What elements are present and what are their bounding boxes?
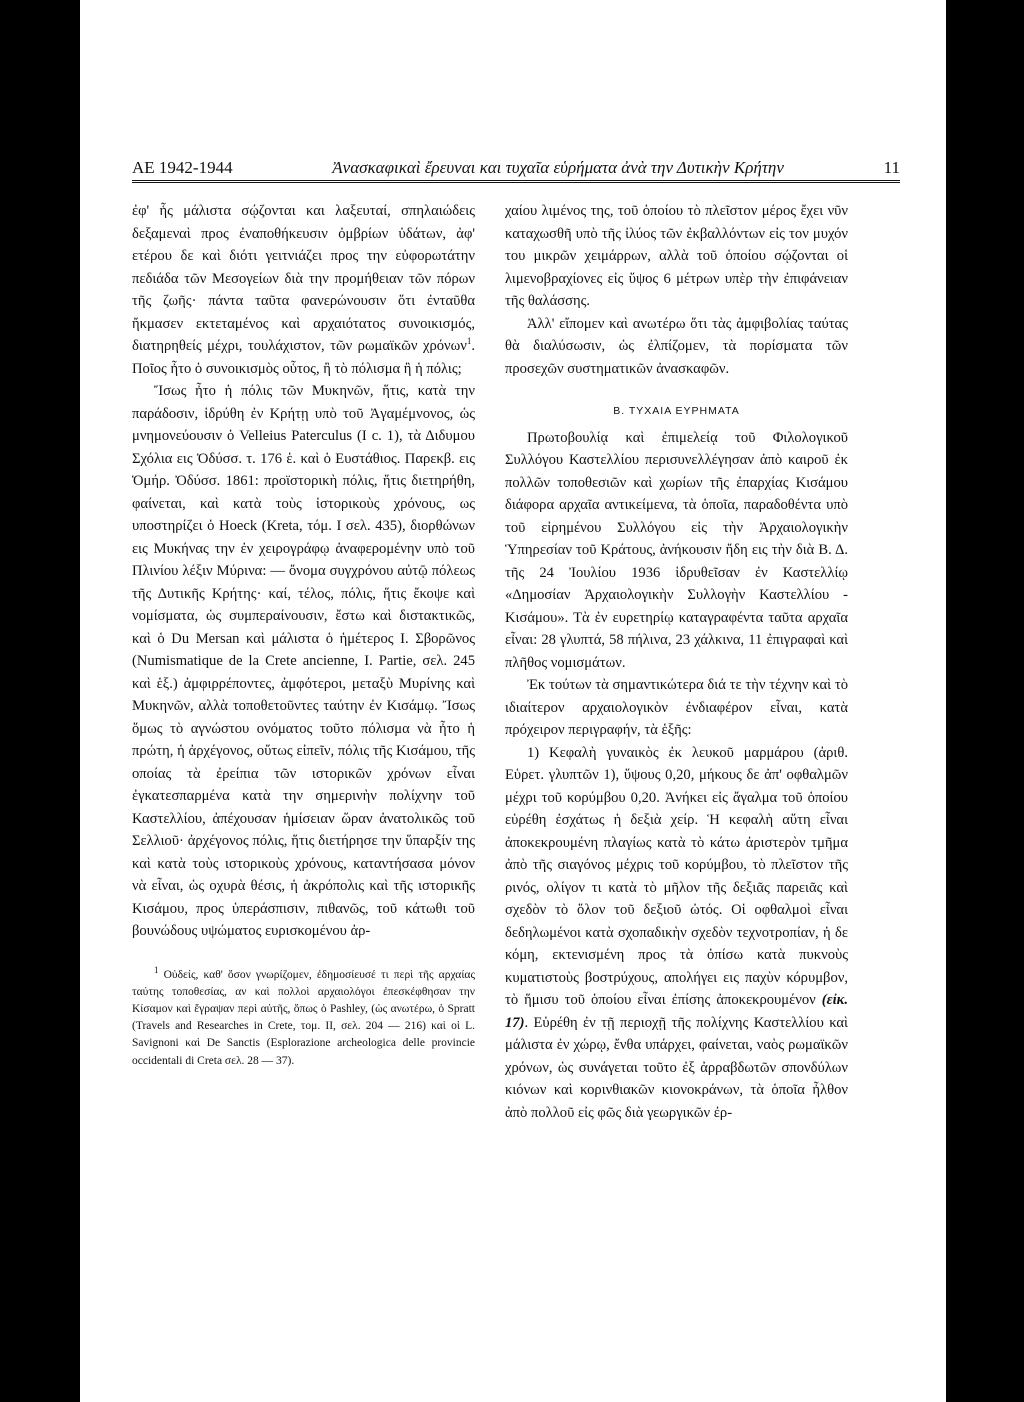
- journal-reference: ΑΕ 1942-1944: [132, 158, 233, 177]
- section-heading: Β. ΤΥΧΑΙΑ ΕΥΡΗΜΑΤΑ: [613, 405, 740, 417]
- running-header: [132, 158, 900, 178]
- paragraph-text: . Ποῖος ἦτο ὁ συνοικισμὸς οὗτος, ἢ τὸ πόλισμα ἢ ἡ πόλις;: [132, 338, 475, 377]
- footnote-reference: 1: [466, 336, 472, 347]
- paragraph: Ἐκ τούτων τὰ σημαντικώτερα διά τε τὴν τέχνην καὶ τὸ ιδιαίτερον αρχαιολογικὸν ἐνδιαφέρον εἶναι, κατὰ πρόχειρον περιγραφήν, τὰ ἑξῆς:: [505, 677, 848, 738]
- figure-reference: (εἰκ. 17): [505, 992, 848, 1031]
- footnote-marker: 1: [154, 964, 159, 975]
- paragraph-text: 1) Κεφαλὴ γυναικὸς ἐκ λευκοῦ μαρμάρου (ἀριθ. Εὑρετ. γλυπτῶν 1), ὕψους 0,20, μήκους δε ἀπ' οφθαλμῶν μέχρι τοῦ κορύμβου 0,20. Ἀνήκει εἰς ἄγαλμα τοῦ ὁποίου εὑρέθη ἐσχάτως ἡ δεξιὰ χείρ. Ἡ κεφαλὴ αὕτη εἶναι ἀποκεκρουμένη πλαγίως κατὰ τὸ κάτω ἀριστερὸν τμῆμα ἀπὸ τῆς σιαγόνος μέχρις τοῦ κορύμβου, τὸ πλεῖστον τῆς ρινός, ολίγον τι κατὰ τὸ μῆλον τῆς δεξιᾶς παρειᾶς καὶ σχεδὸν τὸ ὅλον τοῦ δεξιοῦ ὠτός. Οἱ οφθαλμοὶ εἶναι δεδηλωμένοι κατὰ σχοπαδικὴν σχεδὸν τεχνοτροπίαν, ἡ δε κόμη, εκτενισμένη προς τὰ ὀπίσω κατὰ πυκνοὺς κυματιστοὺς βοστρύχους, απολήγει εις παχὺν κόρυμβον, τὸ ἥμισυ τοῦ ὁποίου εἶναι ἐπίσης ἀποκεκρουμένον: [505, 744, 848, 1008]
- right-column: [505, 200, 848, 1124]
- footnote-text: Οὐδείς, καθ' ὅσον γνωρίζομεν, ἐδημοσίευσέ τι περὶ τῆς αρχαίας ταύτης τοποθεσίας, αν καὶ πολλοὶ αρχαιολόγοι ἐπεσκέφθησαν την Κίσαμον καὶ ἔγραψαν περὶ αὐτῆς, ὅπως ὁ Pashley, (ὡς ανωτέρω, ὁ Spratt (Travels and Researches in Crete, τομ. II, σελ. 204 — 216) καὶ οἱ L. Savignoni καὶ De Sanctis (Esplorazione archeologica delle provincie occidentali di Creta σελ. 28 — 37).: [132, 968, 475, 1067]
- paragraph-continued: [132, 200, 475, 380]
- paragraph: Ἀλλ' εἴπομεν καὶ ανωτέρω ὅτι τὰς ἀμφιβολίας ταύτας θὰ διαλύσωσιν, ὡς ἐλπίζομεν, τὰ πορίσματα τῶν προσεχῶν συστηματικῶν ἀνασκαφῶν.: [505, 315, 848, 377]
- paragraph: Πρωτοβουλίᾳ καὶ ἐπιμελείᾳ τοῦ Φιλολογικοῦ Συλλόγου Καστελλίου περισυνελλέγησαν ἀπὸ καιροῦ ἐκ πολλῶν τοποθεσιῶν καὶ χωρίων τῆς ἐπαρχίας Κισάμου διάφορα αρχαῖα αντικείμενα, τὰ ὁποῖα, παραδοθέντα υπὸ τοῦ εἰρημένου Συλλόγου εἰς τὴν Ἀρχαιολογικὴν Ὑπηρεσίαν τοῦ Κράτους, ἀνήκουσιν ἤδη εις τὴν διὰ Β. Δ. τῆς 24 Ἰουλίου 1936 ἱδρυθεῖσαν ἐν Καστελλίῳ «Δημοσίαν Ἀρχαιολογικὴν Συλλογὴν Καστελλίου - Κισάμου». Τὰ ἐν ευρετηρίῳ καταγραφέντα ταῦτα αρχαῖα εἶναι: 28 γλυπτά, 58 πήλινα, 23 χάλκινα, 11 ἐπιγραφαὶ καὶ πλῆθος νομισμάτων.: [505, 429, 848, 671]
- paragraph-continued: χαίου λιμένος της, τοῦ ὁποίου τὸ πλεῖστον μέρος ἔχει νῦν καταχωσθῆ υπὸ τῆς ἰλύος τῶν ἐκβαλλόντων εἰς τον μυχόν του μικρῶν χειμάρρων, αλλὰ τοῦ ὁποίου σῴζονται οἱ λιμενοβραχίονες εἰς ὕψος 6 μέτρων υπὲρ τὴν ἐπιφάνειαν τῆς θαλάσσης.: [505, 203, 848, 309]
- paragraph-text: ἐφ' ἧς μάλιστα σῴζονται και λαξευταί, σπηλαιώδεις δεξαμεναὶ προς ἐναποθήκευσιν ὀμβρίων ὑδάτων, ἀφ' ετέρου δε καὶ διότι γειτνιάζει προς την εὐφορωτάτην πεδιάδα τῶν Μεσογείων διὰ την προμήθειαν τῶν πόρων τῆς ζωῆς· πάντα ταῦτα φανερώνουσιν ὅτι ἐνταῦθα ἤκμασεν εκτεταμένος καὶ αρχαιότατος συνοικισμός, διατηρηθείς μέχρι, τουλάχιστον, τῶν ρωμαϊκῶν χρόνων: [132, 203, 475, 354]
- document-page: [80, 0, 946, 1402]
- header-rule: [132, 180, 900, 183]
- paragraph-text: . Εὑρέθη ἐν τῇ περιοχῇ τῆς πολίχνης Καστελλίου καὶ μάλιστα ἐν χώρῳ, ἔνθα υπάρχει, φαίνεται, ναὸς ρωμαϊκῶν χρόνων, ὡς συνάγεται τοῦτο ἐξ ἀρραβδωτῶν σπονδύλων κιόνων καὶ κορινθιακῶν κιονοκράνων, τὰ ὁποῖα ἦλθον ἀπὸ πολλοῦ εἰς φῶς διὰ γεωργικῶν ἐρ-: [505, 1014, 848, 1121]
- page-number: 11: [883, 158, 900, 177]
- paragraph: Ἴσως ἦτο ἡ πόλις τῶν Μυκηνῶν, ἥτις, κατὰ την παράδοσιν, ἱδρύθη ἐν Κρήτῃ υπὸ τοῦ Ἀγαμέμνονος, ὡς μνημονεύουσιν ὁ Velleius Paterculus (I c. 1), τὰ Διδυμου Σχόλια εις Ὀδύσσ. τ. 176 ἑ. καὶ ὁ Ευστάθιος. Παρεκβ. εις Ὁμήρ. Ὀδύσσ. 1861: προϊστορικὴ πόλις, ἥτις διετηρήθη, φαίνεται, καὶ κατὰ τοὺς ἱστορικοὺς χρόνους, ως υποστηρίζει ὁ Hoeck (Kreta, τόμ. I σελ. 435), διορθώνων εις Μυκήνας την ἐν χειρογράφῳ ἀναφερομένην υπὸ τοῦ Πλινίου λέξιν Μύρινα: — ὄνομα συγχρόνου αὐτῷ πόλεως τῆς Δυτικῆς Κρήτης· καί, τέλος, πόλις, ἥτις ἔκοψε καὶ νομίσματα, ὡς συμπεραίνουσιν, ἔστω καὶ διστακτικῶς, καὶ ὁ Du Mersan καὶ μάλιστα ὁ ἡμέτερος I. Σβορῶνος (Numismatique de la Crete ancienne, I. Partie, σελ. 245 καὶ ἑξ.) ἀμφιρρέποντες, ἀμφότεροι, μεταξὺ Μυρίνης καὶ Μυκηνῶν, αλλὰ τοποθετοῦντες ταύτην ἐν Κισάμῳ. Ἴσως ὅμως τὸ αγνώστου ονόματος τοῦτο πόλισμα νὰ ἦτο ἡ πρώτη, ἡ ἀρχέγονος, οὕτως εἰπεῖν, πόλις τῆς Κισάμου, τῆς οποίας τὰ ἐρείπια τῶν ιστορικῶν χρόνων εἶναι ἐγκατεσπαρμένα κατὰ την σημερινὴν πολίχνην τοῦ Καστελλίου, ἀπέχουσαν ἡμίσειαν ὥραν ἀνατολικῶς τοῦ Σελλιοῦ· ἀρχέγονος πόλις, ἥτις διετήρησε την ὕπαρξίν της καὶ κατὰ τοὺς ιστορικοὺς χρόνους, καταντήσασα μόνον νὰ εἶναι, ὡς οχυρὰ θέσις, ἡ ἀκρόπολις καὶ τῆς ιστορικῆς Κισάμου, προς ὑπεράσπισιν, πιθανῶς, τοῦ κάτωθι τοῦ βουνώδους υψώματος ευρισκομένου ἀρ-: [132, 383, 475, 939]
- paragraph: [505, 742, 848, 1125]
- article-title: Ἀνασκαφικαὶ ἔρευναι και τυχαῖα εὑρήματα ἀνὰ την Δυτικὴν Κρήτην: [332, 158, 784, 177]
- left-column: [132, 200, 475, 1070]
- footnote: [132, 964, 475, 1070]
